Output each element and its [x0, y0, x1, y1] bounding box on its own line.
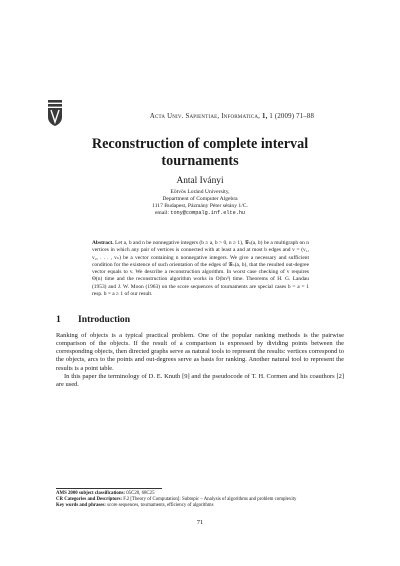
- footnote: [56, 503, 344, 509]
- footnote-text: score sequences, tournaments, efficiency of algorithms: [107, 503, 214, 509]
- body-paragraph: Ranking of objects is a typical practical problem. One of the popular ranking methods is the pairwise comparison of the objects. If the result of a comparison is expressed by dividing points between the corresponding objects, then directed graphs serve as natural tools to represent the results: vertices correspond to the objects, arcs to the points and out-degrees serve as basis for ranking. Another natural tool to represent the results is a point table.: [56, 332, 344, 372]
- body-paragraph: In this paper the terminology of D. E. Knuth [9] and the pseudocode of T. H. Cormen and his coauthors [2] are used.: [56, 372, 344, 388]
- paper-title: [60, 136, 340, 170]
- affiliation-address: 1117 Budapest, Pázmány Péter sétány 1/C.: [152, 202, 248, 209]
- footnote-text: F.2 [Theory of Computation]: Subtopic – Analysis of algorithms and problem complexity: [123, 497, 297, 503]
- body-text: [56, 332, 344, 389]
- affiliation-email-line: [60, 210, 340, 217]
- abstract: [92, 240, 309, 298]
- footnote-text: 05C20, 68C25: [126, 491, 155, 496]
- title-line: Reconstruction of complete interval: [91, 136, 309, 152]
- footnote-label: Key words and phrases:: [56, 503, 106, 509]
- footnotes: [56, 491, 344, 509]
- footnote-rule: [56, 488, 162, 489]
- footnote-label: AMS 2000 subject classifications:: [56, 491, 126, 496]
- email-address: tony@compalg.inf.elte.hu: [170, 209, 246, 216]
- affiliation: [60, 189, 340, 217]
- journal-header: [104, 113, 360, 120]
- section-title: Introduction: [78, 314, 131, 325]
- journal-name: Acta Univ. Sapientiae, Informatica,: [149, 113, 261, 120]
- abstract-text: Let a, b and n be nonnegative integers (b ≥ a, b > 0, n ≥ 1), 𝒢ₙ(a, b) be a multigraph on n vertices in which any pair of vertices is connected with at least a and at most b edges and v = (v₁, v₂, . . . , vₙ) be a vector containing n nonnegative integers. We give a necessary and sufficient condition for the existence of such orientation of the edges of 𝒢ₙ(a, b), that the resulted out-degree vector equals to v. We describe a reconstruction algorithm. In worst case checking of v requires Θ(n) time and the reconstruction algorithm works in O(bn³) time. Theorems of H. G. Landau (1953) and J. W. Moon (1963) on the score sequences of tournaments are special cases b = a = 1 resp. b = a ≥ 1 of our result.: [92, 240, 310, 297]
- page-number: 71: [196, 519, 204, 526]
- affiliation-university: Eötvös Loránd University,: [170, 189, 230, 195]
- section-number: 1: [56, 314, 61, 325]
- abstract-label: Abstract.: [92, 240, 114, 246]
- footnote-label: CR Categories and Descriptors:: [56, 497, 123, 503]
- journal-volume: 1,: [261, 113, 268, 120]
- section-heading: [56, 314, 130, 325]
- author-name: Antal Iványi: [176, 176, 224, 186]
- university-crest-icon: [47, 100, 63, 126]
- journal-issue: 1 (2009) 71–88: [269, 113, 315, 120]
- email-label: email:: [154, 209, 169, 216]
- affiliation-department: Department of Computer Algebra: [162, 195, 238, 202]
- title-line: tournaments: [161, 153, 239, 169]
